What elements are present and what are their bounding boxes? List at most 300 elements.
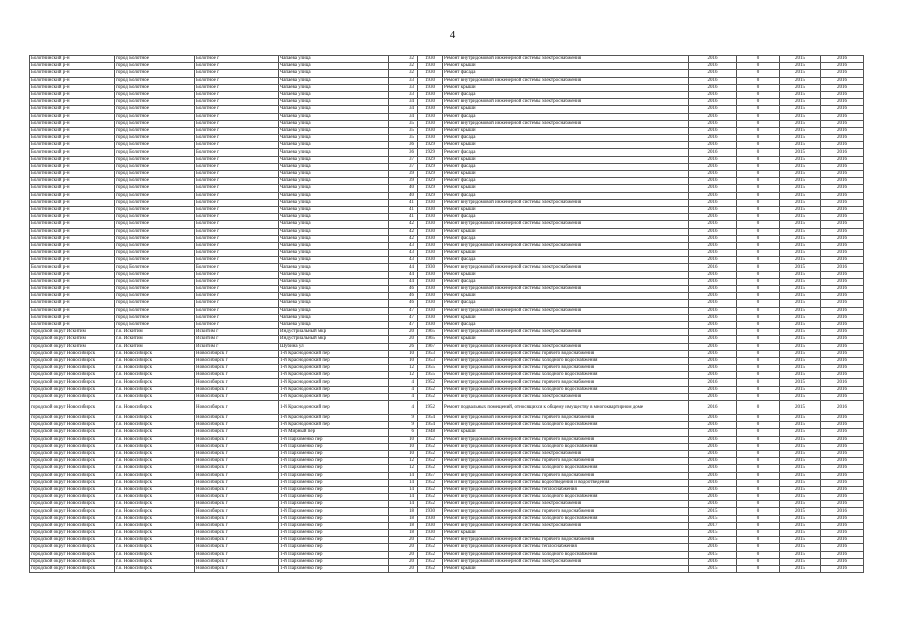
build-year-cell: 1965 [418,336,443,343]
table-row [30,286,864,293]
work-type-cell: Ремонт крыши [443,185,689,192]
municipality-cell: г.о. Новосибирск [115,429,195,436]
zero-cell: 0 [737,250,780,257]
street-cell: Чапаева улица [279,250,389,257]
build-year-cell: 1930 [418,63,443,70]
plan-year-cell: 2016 [689,185,737,192]
period-end-cell: 2016 [821,257,864,264]
build-year-cell: 1930 [418,99,443,106]
municipality-cell: город Болотное [115,156,195,163]
period-start-cell: 2015 [780,149,821,156]
period-start-cell: 2015 [780,386,821,393]
work-type-cell: Ремонт внутридомовой инженерной системы холодного водоснабжения [443,494,689,501]
page-number: 4 [449,29,456,41]
build-year-cell: 1952 [418,537,443,544]
period-end-cell: 2016 [821,120,864,127]
work-type-cell: Ремонт внутридомовой инженерной системы горячего водоснабжения [443,415,689,422]
period-end-cell: 2016 [821,149,864,156]
table-row [30,458,864,465]
period-end-cell: 2016 [821,70,864,77]
district-cell: Болотнинский р-н [30,192,115,199]
settlement-cell: Болотное г [195,250,279,257]
table-row [30,300,864,307]
period-end-cell: 2016 [821,178,864,185]
district-cell: Болотнинский р-н [30,142,115,149]
district-cell: городской округ Искитим [30,336,115,343]
municipality-cell: город Болотное [115,300,195,307]
settlement-cell: Болотное г [195,127,279,134]
period-start-cell: 2015 [780,486,821,493]
period-end-cell: 2016 [821,530,864,537]
municipality-cell: г.о. Новосибирск [115,365,195,372]
plan-year-cell: 2016 [689,501,737,508]
house-number-cell: 4 [389,379,418,386]
district-cell: городской округ Новосибирск [30,357,115,364]
municipality-cell: г.о. Новосибирск [115,501,195,508]
zero-cell: 0 [737,235,780,242]
period-start-cell: 2015 [780,257,821,264]
settlement-cell: Болотное г [195,135,279,142]
district-cell: Болотнинский р-н [30,99,115,106]
street-cell: 1-й Пархоменко пер [279,465,389,472]
street-cell: Чапаева улица [279,242,389,249]
period-start-cell: 2015 [780,271,821,278]
municipality-cell: г.о. Новосибирск [115,551,195,558]
work-type-cell: Ремонт внутридомовой инженерной системы горячего водоснабжения [443,365,689,372]
period-end-cell: 2016 [821,379,864,386]
period-end-cell: 2016 [821,250,864,257]
work-type-cell: Ремонт внутридомовой инженерной системы электроснабжения [443,77,689,84]
district-cell: городской округ Новосибирск [30,551,115,558]
work-type-cell: Ремонт внутридомовой инженерной системы холодного водоснабжения [443,515,689,522]
district-cell: Болотнинский р-н [30,56,115,63]
house-number-cell: 14 [389,501,418,508]
house-number-cell: 12 [389,458,418,465]
street-cell: Чапаева улица [279,84,389,91]
work-type-cell: Ремонт крыши [443,250,689,257]
settlement-cell: Новосибирск г [195,372,279,379]
table-row [30,415,864,422]
municipality-cell: город Болотное [115,278,195,285]
period-end-cell: 2016 [821,271,864,278]
period-start-cell: 2015 [780,307,821,314]
street-cell: Чапаева улица [279,214,389,221]
district-cell: городской округ Новосибирск [30,515,115,522]
district-cell: городской округ Новосибирск [30,465,115,472]
house-number-cell: 47 [389,314,418,321]
build-year-cell: 1965 [418,329,443,336]
period-end-cell: 2016 [821,436,864,443]
work-type-cell: Ремонт внутридомовой инженерной системы электроснабжения [443,120,689,127]
settlement-cell: Болотное г [195,163,279,170]
work-type-cell: Ремонт фасада [443,70,689,77]
work-type-cell: Ремонт внутридомовой инженерной системы холодного водоснабжения [443,422,689,429]
settlement-cell: Болотное г [195,235,279,242]
house-number-cell: 43 [389,250,418,257]
period-start-cell: 2015 [780,465,821,472]
zero-cell: 0 [737,156,780,163]
settlement-cell: Новосибирск г [195,450,279,457]
zero-cell: 0 [737,565,780,572]
period-start-cell: 2015 [780,372,821,379]
period-end-cell: 2016 [821,264,864,271]
table-row [30,106,864,113]
zero-cell: 0 [737,178,780,185]
zero-cell: 0 [737,343,780,350]
municipality-cell: город Болотное [115,178,195,185]
period-start-cell: 2015 [780,530,821,537]
zero-cell: 0 [737,135,780,142]
table-row [30,199,864,206]
work-type-cell: Ремонт крыши [443,293,689,300]
table-row [30,221,864,228]
table-row [30,494,864,501]
municipality-cell: г.о. Новосибирск [115,401,195,415]
municipality-cell: г.о. Новосибирск [115,458,195,465]
plan-year-cell: 2016 [689,465,737,472]
plan-year-cell: 2016 [689,544,737,551]
settlement-cell: Болотное г [195,300,279,307]
municipality-cell: город Болотное [115,77,195,84]
table-row [30,321,864,328]
settlement-cell: Новосибирск г [195,565,279,572]
period-start-cell: 2015 [780,264,821,271]
plan-year-cell: 2015 [689,515,737,522]
municipality-cell: г.о. Новосибирск [115,379,195,386]
work-type-cell: Ремонт фасада [443,300,689,307]
municipality-cell: г.о. Новосибирск [115,472,195,479]
district-cell: Болотнинский р-н [30,214,115,221]
table-row [30,450,864,457]
district-cell: городской округ Новосибирск [30,522,115,529]
settlement-cell: Болотное г [195,142,279,149]
build-year-cell: 1930 [418,250,443,257]
table-row [30,257,864,264]
period-end-cell: 2016 [821,286,864,293]
municipality-cell: г.о. Искитим [115,336,195,343]
zero-cell: 0 [737,120,780,127]
table-row [30,343,864,350]
plan-year-cell: 2016 [689,357,737,364]
table-row [30,250,864,257]
district-cell: Болотнинский р-н [30,185,115,192]
work-type-cell: Ремонт крыши [443,336,689,343]
settlement-cell: Болотное г [195,63,279,70]
period-end-cell: 2016 [821,558,864,565]
build-year-cell: 1930 [418,314,443,321]
period-end-cell: 2016 [821,106,864,113]
house-number-cell: 42 [389,221,418,228]
municipality-cell: г.о. Новосибирск [115,422,195,429]
house-number-cell: 41 [389,206,418,213]
street-cell: Чапаева улица [279,235,389,242]
municipality-cell: г.о. Новосибирск [115,515,195,522]
work-type-cell: Ремонт внутридомовой инженерной системы электроснабжения [443,393,689,400]
zero-cell: 0 [737,84,780,91]
period-start-cell: 2015 [780,228,821,235]
period-start-cell: 2015 [780,113,821,120]
build-year-cell: 1955 [418,365,443,372]
table-row [30,565,864,572]
street-cell: 1-й Краснодонский пер [279,379,389,386]
period-end-cell: 2016 [821,501,864,508]
period-start-cell: 2015 [780,142,821,149]
table-row [30,149,864,156]
zero-cell: 0 [737,357,780,364]
house-number-cell: 39 [389,178,418,185]
settlement-cell: Новосибирск г [195,379,279,386]
district-cell: городской округ Новосибирск [30,365,115,372]
house-number-cell: 10 [389,436,418,443]
period-start-cell: 2015 [780,336,821,343]
table-row [30,91,864,98]
zero-cell: 0 [737,106,780,113]
work-type-cell: Ремонт крыши [443,142,689,149]
street-cell: 1-й Пархоменко пер [279,458,389,465]
plan-year-cell: 2016 [689,365,737,372]
period-end-cell: 2016 [821,278,864,285]
period-start-cell: 2015 [780,329,821,336]
house-number-cell: 12 [389,372,418,379]
work-type-cell: Ремонт крыши [443,206,689,213]
build-year-cell: 1930 [418,286,443,293]
municipality-cell: город Болотное [115,185,195,192]
house-number-cell: 36 [389,142,418,149]
street-cell: 1-й Пархоменко пер [279,508,389,515]
zero-cell: 0 [737,551,780,558]
table-row [30,278,864,285]
period-start-cell: 2015 [780,443,821,450]
plan-year-cell: 2016 [689,372,737,379]
district-cell: Болотнинский р-н [30,235,115,242]
table-row [30,508,864,515]
work-type-cell: Ремонт внутридомовой инженерной системы электроснабжения [443,56,689,63]
build-year-cell: 1929 [418,192,443,199]
zero-cell: 0 [737,242,780,249]
house-number-cell: 35 [389,135,418,142]
period-start-cell: 2015 [780,163,821,170]
settlement-cell: Болотное г [195,178,279,185]
period-end-cell: 2016 [821,422,864,429]
house-number-cell: 42 [389,228,418,235]
table-row [30,436,864,443]
street-cell: 1-й Пархоменко пер [279,558,389,565]
work-type-cell: Ремонт фасада [443,235,689,242]
plan-year-cell: 2016 [689,70,737,77]
period-start-cell: 2015 [780,450,821,457]
municipality-cell: город Болотное [115,56,195,63]
settlement-cell: Новосибирск г [195,479,279,486]
district-cell: городской округ Новосибирск [30,436,115,443]
work-type-cell: Ремонт фасада [443,257,689,264]
municipality-cell: город Болотное [115,106,195,113]
street-cell: 1-й Краснодонский пер [279,393,389,400]
work-type-cell: Ремонт фасада [443,135,689,142]
table-row [30,135,864,142]
district-cell: Болотнинский р-н [30,171,115,178]
district-cell: Болотнинский р-н [30,257,115,264]
municipality-cell: город Болотное [115,242,195,249]
table-row [30,307,864,314]
plan-year-cell: 2016 [689,199,737,206]
zero-cell: 0 [737,321,780,328]
house-number-cell: 36 [389,149,418,156]
settlement-cell: Болотное г [195,242,279,249]
house-number-cell: 32 [389,56,418,63]
municipality-cell: город Болотное [115,84,195,91]
table-row [30,228,864,235]
street-cell: 1-й Мирный пер [279,429,389,436]
build-year-cell: 1930 [418,56,443,63]
work-type-cell: Ремонт внутридомовой инженерной системы холодного водоснабжения [443,372,689,379]
district-cell: Болотнинский р-н [30,307,115,314]
period-end-cell: 2016 [821,429,864,436]
table-row [30,365,864,372]
period-end-cell: 2016 [821,171,864,178]
build-year-cell: 1930 [418,300,443,307]
plan-year-cell: 2016 [689,472,737,479]
plan-year-cell: 2016 [689,300,737,307]
work-type-cell: Ремонт крыши [443,84,689,91]
district-cell: городской округ Новосибирск [30,372,115,379]
period-end-cell: 2016 [821,185,864,192]
district-cell: городской округ Новосибирск [30,501,115,508]
zero-cell: 0 [737,185,780,192]
build-year-cell: 1952 [418,494,443,501]
work-type-cell: Ремонт крыши [443,565,689,572]
period-end-cell: 2016 [821,443,864,450]
settlement-cell: Новосибирск г [195,443,279,450]
district-cell: городской округ Новосибирск [30,443,115,450]
work-type-cell: Ремонт внутридомовой инженерной системы электроснабжения [443,286,689,293]
house-number-cell: 9 [389,422,418,429]
municipality-cell: город Болотное [115,206,195,213]
work-type-cell: Ремонт крыши [443,314,689,321]
municipality-cell: г.о. Новосибирск [115,465,195,472]
zero-cell: 0 [737,393,780,400]
street-cell: 1-й Краснодонский пер [279,415,389,422]
municipality-cell: город Болотное [115,250,195,257]
house-number-cell: 47 [389,307,418,314]
district-cell: Болотнинский р-н [30,113,115,120]
work-type-cell: Ремонт крыши [443,530,689,537]
build-year-cell: 1930 [418,522,443,529]
district-cell: городской округ Новосибирск [30,393,115,400]
plan-year-cell: 2016 [689,250,737,257]
period-start-cell: 2015 [780,565,821,572]
plan-year-cell: 2016 [689,192,737,199]
period-start-cell: 2015 [780,479,821,486]
plan-year-cell: 2016 [689,142,737,149]
settlement-cell: Болотное г [195,206,279,213]
municipality-cell: г.о. Новосибирск [115,537,195,544]
district-cell: Болотнинский р-н [30,321,115,328]
period-end-cell: 2016 [821,450,864,457]
table-row [30,84,864,91]
zero-cell: 0 [737,199,780,206]
work-type-cell: Ремонт внутридомовой инженерной системы холодного водоснабжения [443,465,689,472]
district-cell: Болотнинский р-н [30,127,115,134]
municipality-cell: г.о. Новосибирск [115,386,195,393]
municipality-cell: г.о. Новосибирск [115,436,195,443]
period-end-cell: 2016 [821,565,864,572]
street-cell: Чапаева улица [279,77,389,84]
district-cell: городской округ Новосибирск [30,537,115,544]
house-number-cell: 18 [389,530,418,537]
district-cell: Болотнинский р-н [30,228,115,235]
period-end-cell: 2016 [821,163,864,170]
plan-year-cell: 2016 [689,486,737,493]
table-row [30,544,864,551]
settlement-cell: Искитим г [195,336,279,343]
build-year-cell: 1930 [418,120,443,127]
plan-year-cell: 2016 [689,257,737,264]
house-number-cell: 14 [389,494,418,501]
district-cell: городской округ Новосибирск [30,379,115,386]
district-cell: Болотнинский р-н [30,63,115,70]
district-cell: Болотнинский р-н [30,178,115,185]
zero-cell: 0 [737,142,780,149]
district-cell: Болотнинский р-н [30,293,115,300]
plan-year-cell: 2016 [689,113,737,120]
settlement-cell: Искитим г [195,343,279,350]
district-cell: городской округ Новосибирск [30,450,115,457]
settlement-cell: Болотное г [195,264,279,271]
table-row [30,192,864,199]
zero-cell: 0 [737,206,780,213]
work-type-cell: Ремонт фасада [443,113,689,120]
municipality-cell: г.о. Новосибирск [115,544,195,551]
build-year-cell: 1930 [418,206,443,213]
build-year-cell: 1952 [418,551,443,558]
period-end-cell: 2016 [821,329,864,336]
municipality-cell: г.о. Новосибирск [115,415,195,422]
street-cell: Чапаева улица [279,149,389,156]
settlement-cell: Новосибирск г [195,472,279,479]
settlement-cell: Болотное г [195,214,279,221]
build-year-cell: 1930 [418,321,443,328]
table-row [30,242,864,249]
period-start-cell: 2015 [780,156,821,163]
zero-cell: 0 [737,530,780,537]
street-cell: 1-й Пархоменко пер [279,472,389,479]
district-cell: Болотнинский р-н [30,135,115,142]
work-type-cell: Ремонт внутридомовой инженерной системы холодного водоснабжения [443,551,689,558]
table-row [30,113,864,120]
build-year-cell: 1930 [418,135,443,142]
build-year-cell: 1930 [418,257,443,264]
street-cell: Чапаева улица [279,171,389,178]
plan-year-cell: 2016 [689,84,737,91]
build-year-cell: 1930 [418,214,443,221]
zero-cell: 0 [737,192,780,199]
plan-year-cell: 2016 [689,56,737,63]
street-cell: Чапаева улица [279,120,389,127]
house-number-cell: 39 [389,171,418,178]
table-row [30,429,864,436]
table-row [30,537,864,544]
street-cell: Чапаева улица [279,278,389,285]
district-cell: Болотнинский р-н [30,91,115,98]
period-start-cell: 2015 [780,242,821,249]
district-cell: городской округ Искитим [30,343,115,350]
period-start-cell: 2015 [780,91,821,98]
period-start-cell: 2015 [780,365,821,372]
street-cell: Чапаева улица [279,199,389,206]
zero-cell: 0 [737,415,780,422]
zero-cell: 0 [737,401,780,415]
plan-year-cell: 2016 [689,242,737,249]
